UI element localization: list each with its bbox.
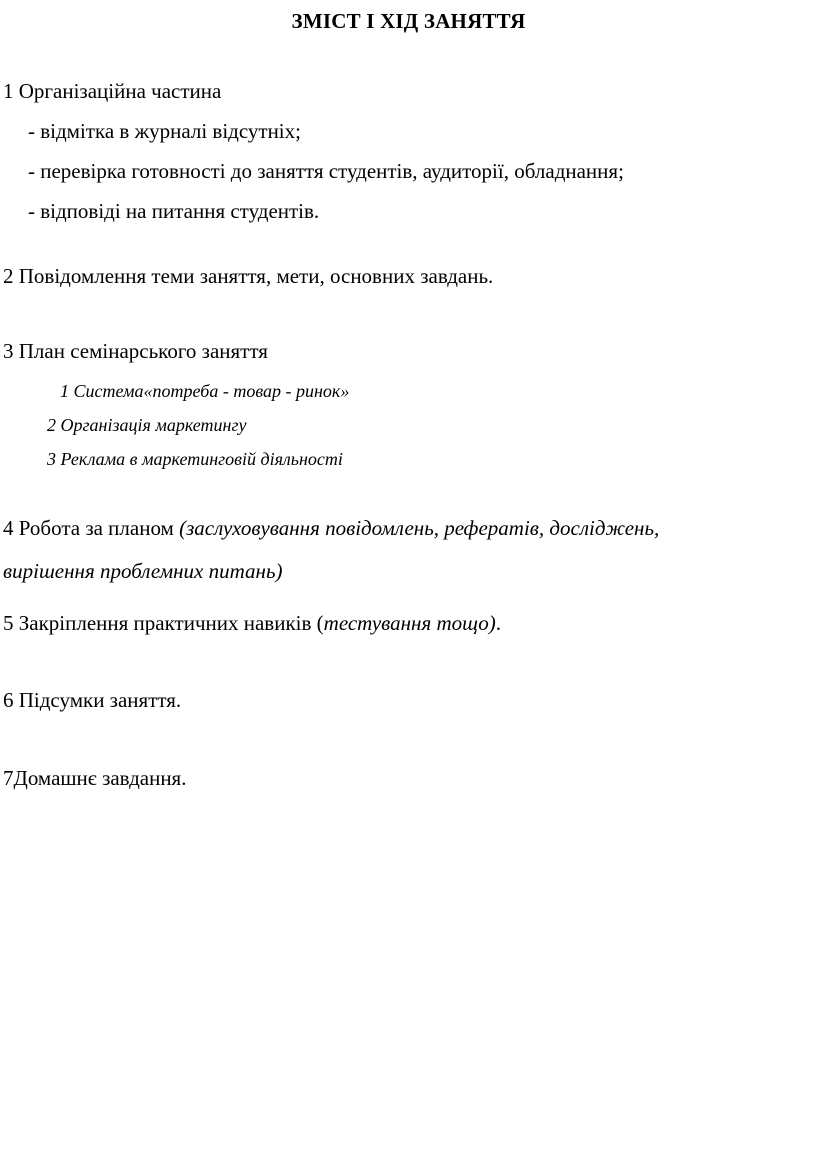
section-1-heading: 1 Організаційна частина xyxy=(3,79,222,103)
section-4-heading-italic: (заслуховування повідомлень, рефератів, досліджень, вирішення проблемних питань) xyxy=(3,516,660,583)
section-5-heading-italic: тестування тощо) xyxy=(323,611,496,635)
dash-item-readiness-check: - перевірка готовності до заняття студентів, аудиторії, обладнання; xyxy=(28,159,624,183)
section-5-heading-prefix: 5 Закріплення практичних навиків ( xyxy=(3,611,324,635)
document-title: ЗМІСТ І ХІД ЗАНЯТТЯ xyxy=(291,9,526,33)
section-6-heading: 6 Підсумки заняття. xyxy=(3,688,182,712)
dash-item-student-questions: - відповіді на питання студентів. xyxy=(28,199,320,223)
dash-item-absent-mark: - відмітка в журналі відсутніх; xyxy=(28,119,301,143)
plan-item-marketing-organization: 2 Організація маркетингу xyxy=(47,415,247,435)
section-5-heading xyxy=(3,610,814,637)
section-4-heading xyxy=(3,507,743,593)
plan-item-need-product-market: 1 Система«потреба - товар - ринок» xyxy=(60,381,350,401)
section-7-heading: 7Домашнє завдання. xyxy=(3,766,187,790)
plan-item-advertising: 3 Реклама в маркетинговій діяльності xyxy=(47,449,343,469)
section-3-heading: 3 План семінарського заняття xyxy=(3,339,268,363)
section-5-heading-suffix: . xyxy=(495,611,501,635)
section-2-heading: 2 Повідомлення теми заняття, мети, основних завдань. xyxy=(3,264,494,288)
section-4-heading-regular: 4 Робота за планом xyxy=(3,516,180,540)
